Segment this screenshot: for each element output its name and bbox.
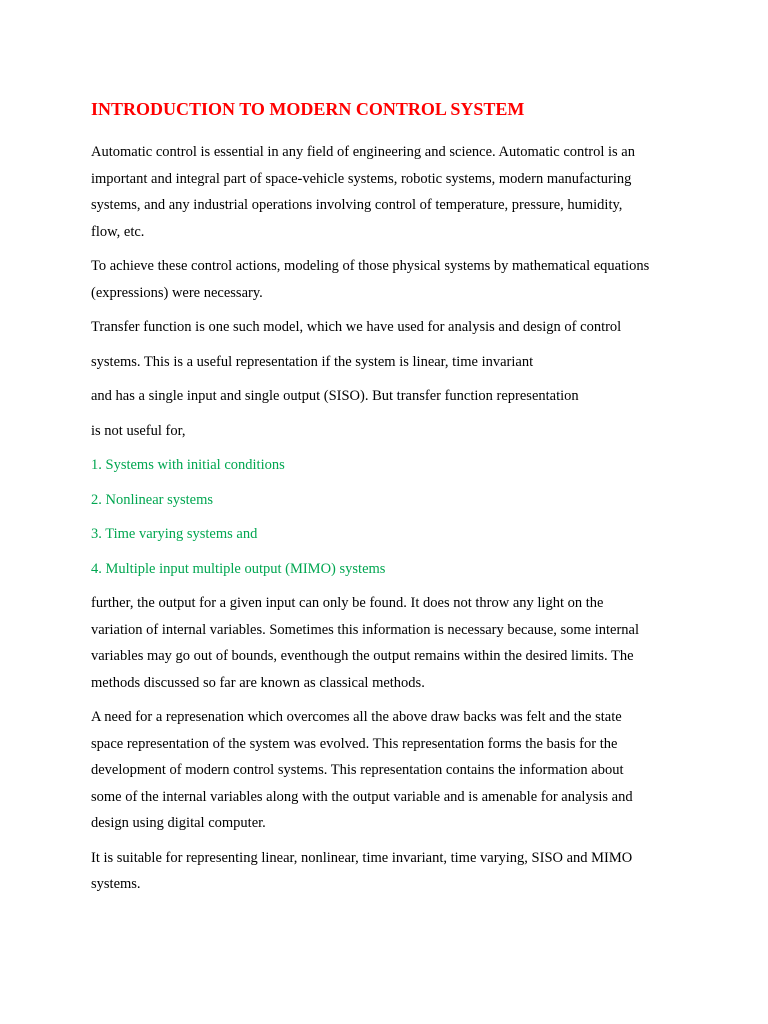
document-page xyxy=(91,96,691,906)
paragraph-6-line: It is suitable for representing linear, nonlinear, time invariant, time varying, SISO and MIMO xyxy=(91,849,633,866)
paragraph-4-line: further, the output for a given input can only be found. It does not throw any light on the xyxy=(91,595,604,611)
paragraph-3-line-2: systems. This is a useful representation if the system is linear, time invariant xyxy=(91,353,534,370)
paragraph-1-line: flow, etc. xyxy=(91,223,145,240)
paragraph-4-line: variables may go out of bounds, eventhough the output remains within the desired limits. The xyxy=(91,648,634,664)
list-item: 2. Nonlinear systems xyxy=(91,491,214,508)
list-item: 1. Systems with initial conditions xyxy=(91,457,285,473)
paragraph-5-line: space representation of the system was evolved. This representation forms the basis for the xyxy=(91,735,618,752)
paragraph-1 xyxy=(91,139,691,245)
paragraph-1-line: Automatic control is essential in any field of engineering and science. Automatic control is an xyxy=(91,144,635,160)
paragraph-4-line: methods discussed so far are known as classical methods. xyxy=(91,674,425,691)
paragraph-4-line: variation of internal variables. Sometimes this information is necessary because, some internal xyxy=(91,621,640,638)
paragraph-2 xyxy=(91,253,691,306)
paragraph-4 xyxy=(91,590,691,696)
paragraph-5-line: A need for a represenation which overcomes all the above draw backs was felt and the state xyxy=(91,709,622,725)
paragraph-2-line: To achieve these control actions, modeling of those physical systems by mathematical equations xyxy=(91,258,650,274)
list-item: 4. Multiple input multiple output (MIMO) systems xyxy=(91,560,386,577)
paragraph-6 xyxy=(91,845,691,898)
paragraph-6-line: systems. xyxy=(91,876,141,892)
paragraph-1-line: important and integral part of space-vehicle systems, robotic systems, modern manufacturing xyxy=(91,170,632,187)
paragraph-3-line-3: and has a single input and single output (SISO). But transfer function representation xyxy=(91,388,579,404)
paragraph-2-line: (expressions) were necessary. xyxy=(91,284,263,301)
paragraph-5-line: design using digital computer. xyxy=(91,815,266,831)
list-item: 3. Time varying systems and xyxy=(91,526,258,542)
paragraph-1-line: systems, and any industrial operations involving control of temperature, pressure, humidity, xyxy=(91,197,623,213)
paragraph-5-line: development of modern control systems. This representation contains the information about xyxy=(91,762,624,778)
paragraph-5 xyxy=(91,704,691,837)
document-title: INTRODUCTION TO MODERN CONTROL SYSTEM xyxy=(91,99,525,119)
paragraph-5-line: some of the internal variables along with the output variable and is amenable for analysis and xyxy=(91,788,633,805)
paragraph-3-line-4: is not useful for, xyxy=(91,422,186,439)
paragraph-3-line-1: Transfer function is one such model, which we have used for analysis and design of control xyxy=(91,319,622,335)
